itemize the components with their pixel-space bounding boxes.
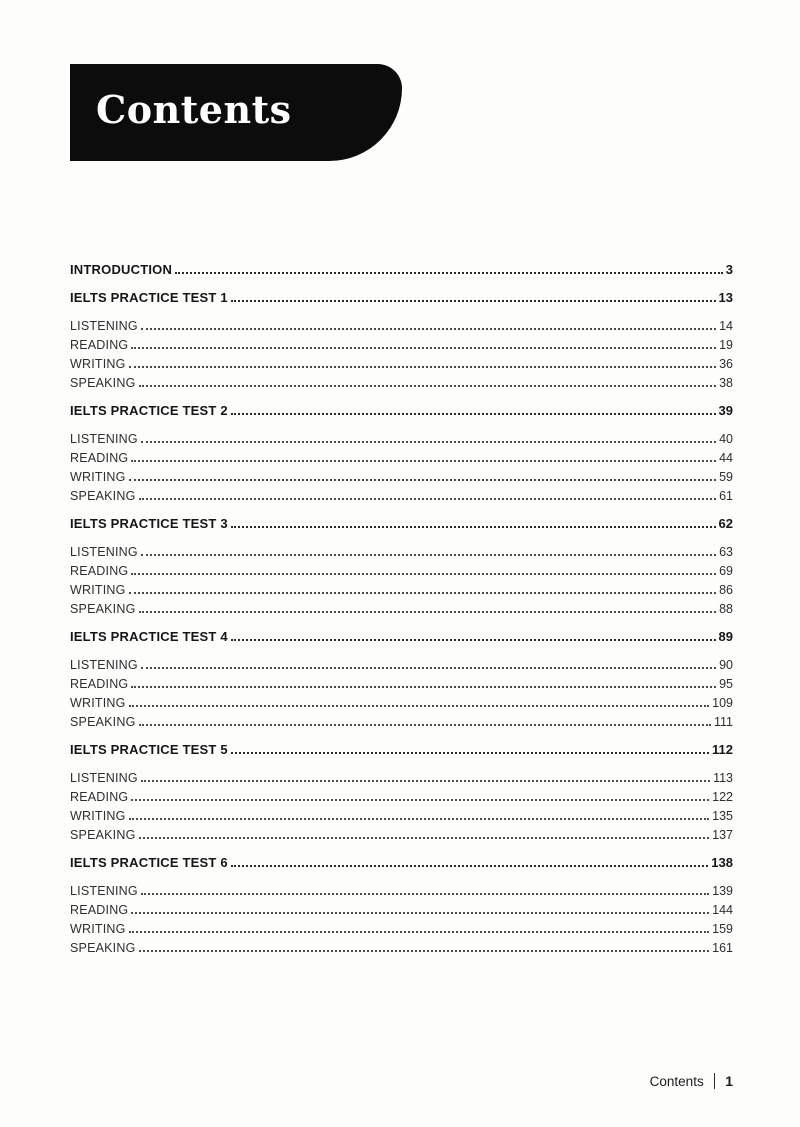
dot-leader <box>131 347 716 349</box>
dot-leader <box>231 752 709 754</box>
toc-entry-label: INTRODUCTION <box>70 262 173 277</box>
toc-sub-entry <box>70 598 733 617</box>
toc-entry-page: 144 <box>712 902 733 917</box>
dot-leader <box>129 366 717 368</box>
dot-leader <box>175 272 723 274</box>
toc-entry-label: WRITING <box>70 469 126 484</box>
toc-entry-label: LISTENING <box>70 770 138 785</box>
toc-entry-label: WRITING <box>70 695 126 710</box>
toc-entry-page: 137 <box>712 827 733 842</box>
toc-sub-entry <box>70 711 733 730</box>
toc-entry-page: 122 <box>712 789 733 804</box>
toc-entry-page: 135 <box>712 808 733 823</box>
toc-sub-entry <box>70 824 733 843</box>
toc-entry-page: 86 <box>719 582 733 597</box>
toc-entry-label: IELTS PRACTICE TEST 3 <box>70 516 228 531</box>
toc-entry-page: 95 <box>719 676 733 691</box>
toc-sub-entry <box>70 541 733 560</box>
footer-section-label: Contents <box>649 1073 704 1089</box>
dot-leader <box>139 611 717 613</box>
footer-divider <box>714 1073 716 1089</box>
dot-leader <box>129 931 710 933</box>
page-title: Contents <box>96 87 292 132</box>
dot-leader <box>141 328 716 330</box>
toc-entry-label: IELTS PRACTICE TEST 5 <box>70 742 228 757</box>
toc-entry-label: LISTENING <box>70 318 138 333</box>
dot-leader <box>231 639 716 641</box>
toc-entry-label: IELTS PRACTICE TEST 6 <box>70 855 228 870</box>
dot-leader <box>139 950 710 952</box>
toc-entry-page: 69 <box>719 563 733 578</box>
toc-entry-label: SPEAKING <box>70 488 136 503</box>
toc-entry-page: 90 <box>719 657 733 672</box>
dot-leader <box>131 912 709 914</box>
toc-entry-label: WRITING <box>70 808 126 823</box>
toc-entry-page: 3 <box>725 262 733 277</box>
toc-section-entry <box>70 852 733 871</box>
toc-sub-entry <box>70 673 733 692</box>
toc-entry-page: 89 <box>718 629 733 644</box>
dot-leader <box>139 724 711 726</box>
toc-sub-entry <box>70 654 733 673</box>
toc-entry-page: 62 <box>718 516 733 531</box>
dot-leader <box>131 686 716 688</box>
toc-entry-page: 38 <box>719 375 733 390</box>
dot-leader <box>131 573 716 575</box>
toc-entry-page: 44 <box>719 450 733 465</box>
toc-entry-label: IELTS PRACTICE TEST 2 <box>70 403 228 418</box>
toc-sub-entry <box>70 334 733 353</box>
toc-entry-label: READING <box>70 450 129 465</box>
toc-sub-entry <box>70 560 733 579</box>
toc-entry-label: READING <box>70 337 129 352</box>
toc-entry-page: 88 <box>719 601 733 616</box>
toc-entry-page: 13 <box>718 290 733 305</box>
contents-title-tab <box>70 64 402 161</box>
page-footer <box>650 1073 733 1089</box>
dot-leader <box>231 413 716 415</box>
toc-sub-entry <box>70 692 733 711</box>
toc-entry-label: SPEAKING <box>70 375 136 390</box>
toc-list <box>70 250 733 956</box>
dot-leader <box>131 799 709 801</box>
toc-section-entry <box>70 259 733 278</box>
dot-leader <box>129 818 710 820</box>
toc-entry-label: SPEAKING <box>70 714 136 729</box>
toc-sub-entry <box>70 372 733 391</box>
toc-entry-label: WRITING <box>70 582 126 597</box>
toc-entry-page: 161 <box>712 940 733 955</box>
dot-leader <box>231 865 708 867</box>
toc-sub-entry <box>70 466 733 485</box>
toc-sub-entry <box>70 428 733 447</box>
dot-leader <box>141 441 716 443</box>
dot-leader <box>129 592 717 594</box>
toc-entry-label: SPEAKING <box>70 601 136 616</box>
toc-section-entry <box>70 626 733 645</box>
toc-sub-entry <box>70 918 733 937</box>
toc-sub-entry <box>70 880 733 899</box>
toc-entry-label: LISTENING <box>70 544 138 559</box>
dot-leader <box>129 479 717 481</box>
toc-entry-page: 36 <box>719 356 733 371</box>
dot-leader <box>141 893 709 895</box>
toc-entry-label: SPEAKING <box>70 827 136 842</box>
toc-sub-entry <box>70 767 733 786</box>
toc-entry-label: READING <box>70 902 129 917</box>
toc-entry-page: 139 <box>712 883 733 898</box>
dot-leader <box>131 460 716 462</box>
toc-entry-page: 138 <box>711 855 733 870</box>
toc-section-entry <box>70 739 733 758</box>
toc-sub-entry <box>70 353 733 372</box>
dot-leader <box>139 498 717 500</box>
dot-leader <box>139 837 710 839</box>
toc-section-entry <box>70 513 733 532</box>
toc-entry-label: IELTS PRACTICE TEST 4 <box>70 629 228 644</box>
toc-sub-entry <box>70 315 733 334</box>
toc-entry-label: LISTENING <box>70 883 138 898</box>
toc-entry-label: LISTENING <box>70 657 138 672</box>
toc-sub-entry <box>70 805 733 824</box>
toc-sub-entry <box>70 447 733 466</box>
toc-entry-page: 59 <box>719 469 733 484</box>
dot-leader <box>141 554 716 556</box>
toc-entry-label: READING <box>70 563 129 578</box>
toc-entry-page: 19 <box>719 337 733 352</box>
toc-entry-label: LISTENING <box>70 431 138 446</box>
dot-leader <box>139 385 717 387</box>
toc-entry-label: WRITING <box>70 921 126 936</box>
toc-entry-page: 111 <box>713 714 733 729</box>
dot-leader <box>129 705 710 707</box>
toc-entry-label: WRITING <box>70 356 126 371</box>
toc-entry-page: 63 <box>719 544 733 559</box>
toc-entry-page: 39 <box>718 403 733 418</box>
toc-entry-page: 159 <box>712 921 733 936</box>
toc-sub-entry <box>70 485 733 504</box>
toc-entry-page: 61 <box>719 488 733 503</box>
toc-entry-page: 112 <box>712 742 733 757</box>
toc-sub-entry <box>70 579 733 598</box>
toc-sub-entry <box>70 937 733 956</box>
dot-leader <box>141 667 716 669</box>
toc-section-entry <box>70 400 733 419</box>
toc-entry-page: 113 <box>713 770 733 785</box>
toc-entry-page: 109 <box>712 695 733 710</box>
dot-leader <box>231 526 716 528</box>
toc-entry-label: READING <box>70 789 129 804</box>
toc-entry-label: SPEAKING <box>70 940 136 955</box>
dot-leader <box>141 780 710 782</box>
toc-section-entry <box>70 287 733 306</box>
toc-entry-page: 14 <box>719 318 733 333</box>
toc-sub-entry <box>70 786 733 805</box>
toc-entry-label: READING <box>70 676 129 691</box>
toc-sub-entry <box>70 899 733 918</box>
toc-entry-page: 40 <box>719 431 733 446</box>
toc-entry-label: IELTS PRACTICE TEST 1 <box>70 290 228 305</box>
dot-leader <box>231 300 716 302</box>
footer-page-number: 1 <box>725 1073 733 1089</box>
